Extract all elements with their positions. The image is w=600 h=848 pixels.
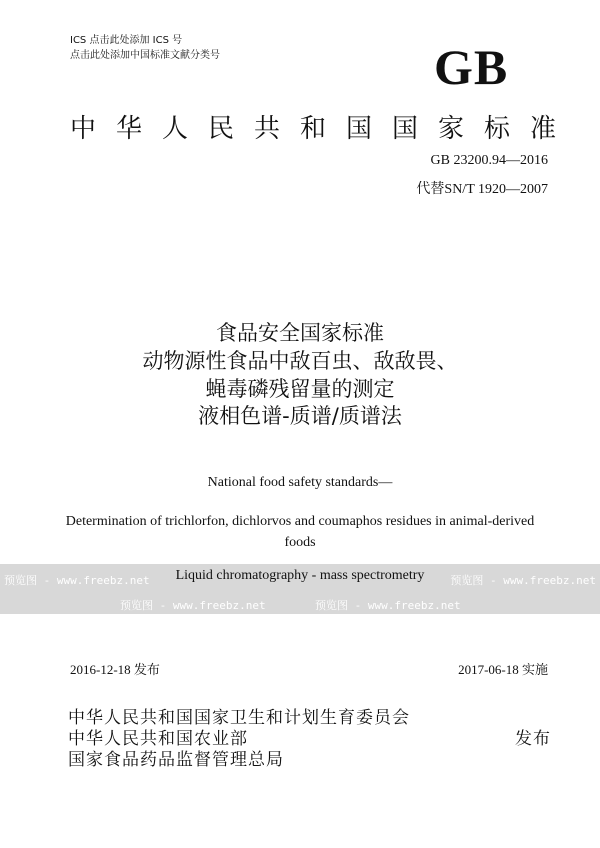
issue-date: 2016-12-18 发布 [70,662,160,677]
ics-line: ICS 点击此处添加 ICS 号 [70,35,183,46]
classification-line: 点击此处添加中国标准文献分类号 [70,50,220,61]
publisher-2: 中华人民共和国农业部 [68,729,248,749]
title-en-1: National food safety standards— [207,475,393,490]
watermark-text: 预览图 - www.freebz.net [120,599,266,612]
title-en-3: foods [284,535,316,550]
title-zh-3: 蝇毒磷残留量的测定 [205,377,395,401]
title-zh-1: 食品安全国家标准 [216,321,384,345]
publish-label: 发布 [515,729,551,749]
watermark-text: 预览图 - www.freebz.net [315,599,461,612]
replaces-number: 代替SN/T 1920—2007 [416,182,548,197]
gb-logo: GB [434,39,509,95]
title-zh-4: 液相色谱-质谱/质谱法 [198,404,402,428]
publisher-3: 国家食品药品监督管理总局 [68,750,284,770]
title-zh-2: 动物源性食品中敌百虫、敌敌畏、 [142,349,458,373]
standard-number: GB 23200.94—2016 [430,153,548,168]
title-en-4: Liquid chromatography - mass spectrometry [175,568,425,583]
watermark-text: 预览图 - www.freebz.net [4,574,150,587]
publisher-1: 中华人民共和国国家卫生和计划生育委员会 [68,708,410,728]
national-standard-title: 中华人民共和国国家标准 [70,114,577,144]
title-en-2: Determination of trichlorfon, dichlorvos and coumaphos residues in animal-derived [65,514,535,529]
implementation-date: 2017-06-18 实施 [458,662,548,677]
watermark-text: 预览图 - www.freebz.net [450,574,596,587]
